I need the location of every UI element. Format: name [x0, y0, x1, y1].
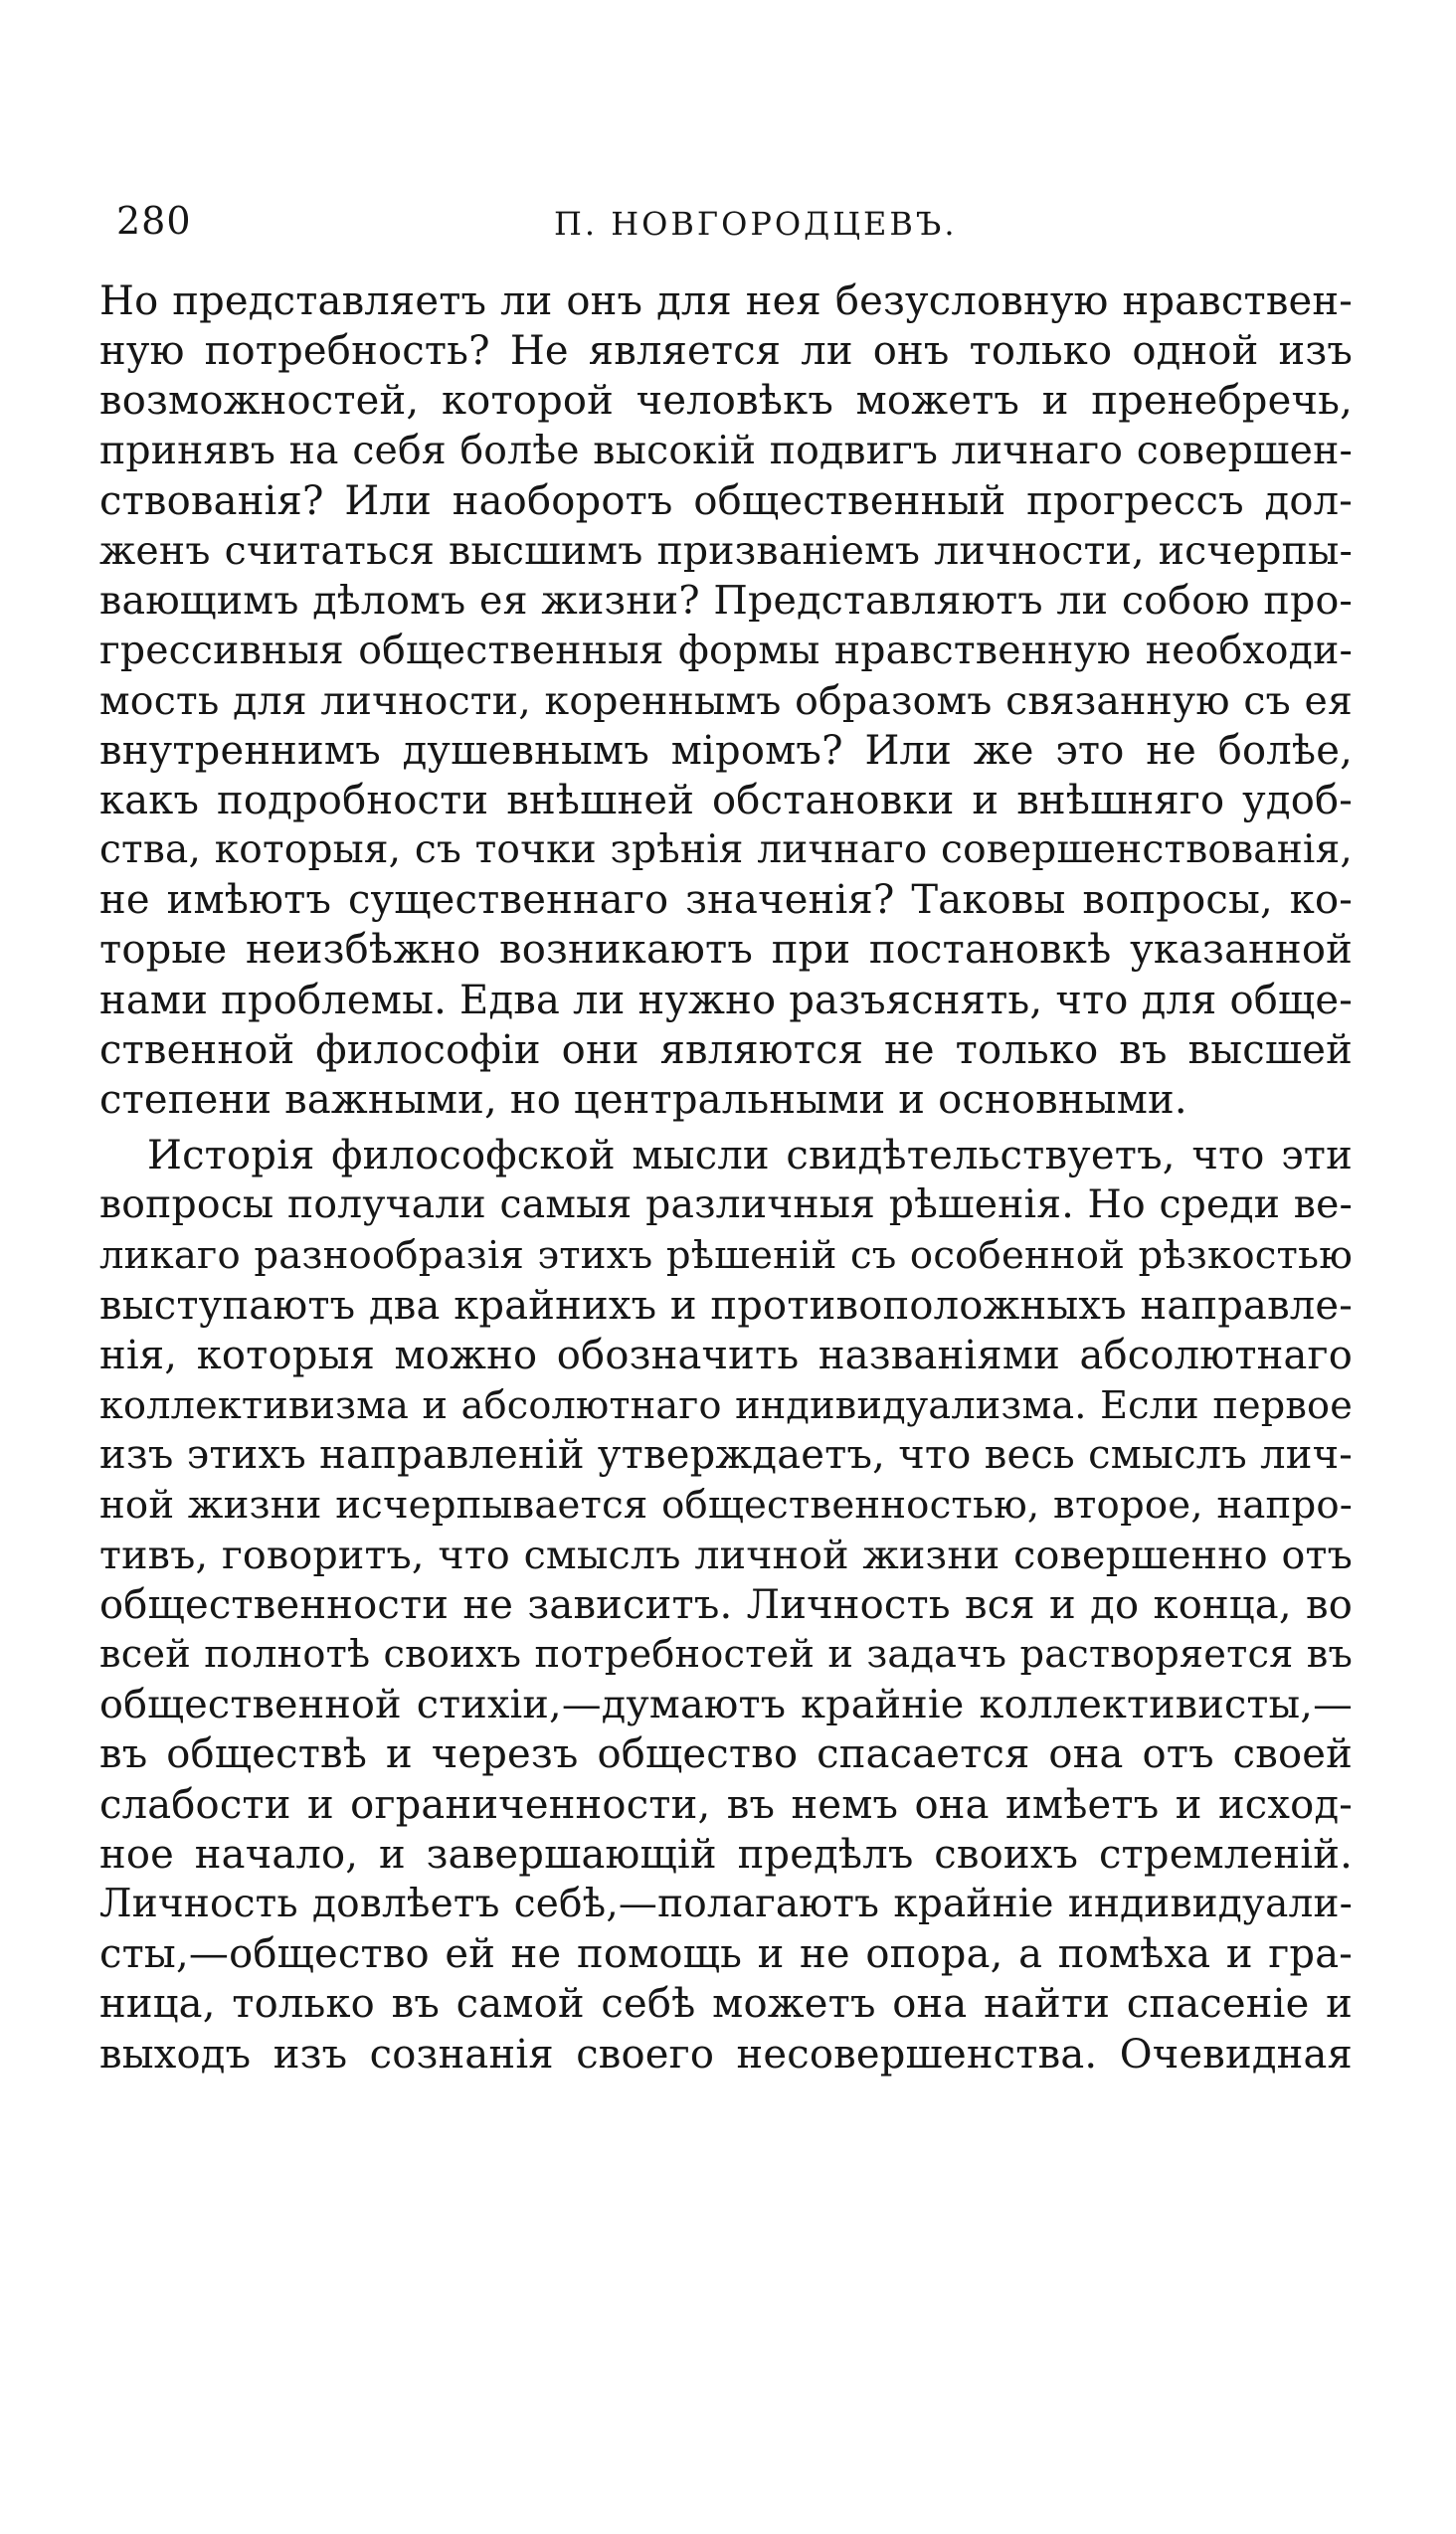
- page-number: 280: [116, 199, 192, 243]
- body-text: [99, 276, 1353, 2080]
- text-line: ственной философіи они являются не только въ высшей: [99, 1026, 1353, 1073]
- text-line: коллективизма и абсолютнаго индивидуализма. Если первое: [99, 1383, 1353, 1428]
- text-line: Личность довлѣетъ себѣ,—полагаютъ крайніе индивидуали-: [99, 1882, 1353, 1926]
- text-line: всей полнотѣ своихъ потребностей и задачъ растворяется въ: [99, 1632, 1353, 1678]
- text-line: нами проблемы. Едва ли нужно разъяснять, что для обще-: [99, 977, 1353, 1023]
- text-line: выступаютъ два крайнихъ и противоположныхъ направле-: [99, 1282, 1353, 1329]
- text-line: Исторія философской мысли свидѣтельствуетъ, что эти: [147, 1133, 1353, 1179]
- paragraph-1: [99, 276, 1353, 1125]
- text-line: внутреннимъ душевнымъ міромъ? Или же это не болѣе,: [99, 727, 1353, 774]
- text-line: общественности не зависитъ. Личность вся и до конца, во: [99, 1581, 1353, 1628]
- text-line: принявъ на себя болѣе высокій подвигъ личнаго совершен-: [99, 428, 1353, 473]
- page-header: [116, 191, 1360, 251]
- paragraph-2: [99, 1131, 1353, 2080]
- text-line: слабости и ограниченности, въ немъ она имѣетъ и исход-: [99, 1781, 1353, 1828]
- text-line: ликаго разнообразія этихъ рѣшеній съ особенной рѣзкостью: [99, 1232, 1353, 1278]
- text-line: выходъ изъ сознанія своего несовершенства. Очевидная: [99, 2031, 1353, 2078]
- text-line: тивъ, говоритъ, что смыслъ личной жизни совершенно отъ: [99, 1532, 1353, 1578]
- text-line: общественной стихіи,—думаютъ крайніе коллективисты,—: [99, 1682, 1353, 1728]
- text-line: ную потребность? Не является ли онъ только одной изъ: [99, 328, 1353, 375]
- text-line: изъ этихъ направленій утверждаетъ, что весь смыслъ лич-: [99, 1432, 1353, 1479]
- text-line: какъ подробности внѣшней обстановки и внѣшняго удоб-: [99, 777, 1353, 823]
- text-line: сты,—общество ей не помощь и не опора, а помѣха и гра-: [99, 1931, 1353, 1978]
- text-line: грессивныя общественныя формы нравственную необходи-: [99, 628, 1353, 674]
- text-line: вающимъ дѣломъ ея жизни? Представляютъ ли собою про-: [99, 578, 1353, 625]
- text-line: женъ считаться высшимъ призваніемъ личности, исчерпы-: [99, 527, 1353, 574]
- text-line: ствованія? Или наоборотъ общественный прогрессъ дол-: [99, 477, 1353, 524]
- text-line: ства, которыя, съ точки зрѣнія личнаго совершенствованія,: [99, 827, 1353, 873]
- text-line: возможностей, которой человѣкъ можетъ и пренебречь,: [99, 378, 1353, 425]
- text-line: въ обществѣ и черезъ общество спасается она отъ своей: [99, 1731, 1353, 1778]
- text-line: ной жизни исчерпывается общественностью, второе, напро-: [99, 1482, 1353, 1528]
- text-line: Но представляетъ ли онъ для нея безусловную нравствен-: [99, 278, 1353, 324]
- text-line: нія, которыя можно обозначить названіями абсолютнаго: [99, 1332, 1353, 1378]
- text-line: мость для личности, кореннымъ образомъ связанную съ ея: [99, 677, 1353, 724]
- running-head: П. НОВГОРОДЦЕВЪ.: [554, 205, 958, 243]
- text-line: степени важными, но центральными и основными.: [99, 1077, 1187, 1123]
- text-line: вопросы получали самыя различныя рѣшенія. Но среди ве-: [99, 1182, 1353, 1228]
- text-line: торые неизбѣжно возникаютъ при постановкѣ указанной: [99, 927, 1353, 974]
- text-line: ное начало, и завершающій предѣлъ своихъ стремленій.: [99, 1831, 1353, 1878]
- text-line: не имѣютъ существеннаго значенія? Таковы вопросы, ко-: [99, 877, 1353, 924]
- text-line: ница, только въ самой себѣ можетъ она найти спасеніе и: [99, 1981, 1353, 2028]
